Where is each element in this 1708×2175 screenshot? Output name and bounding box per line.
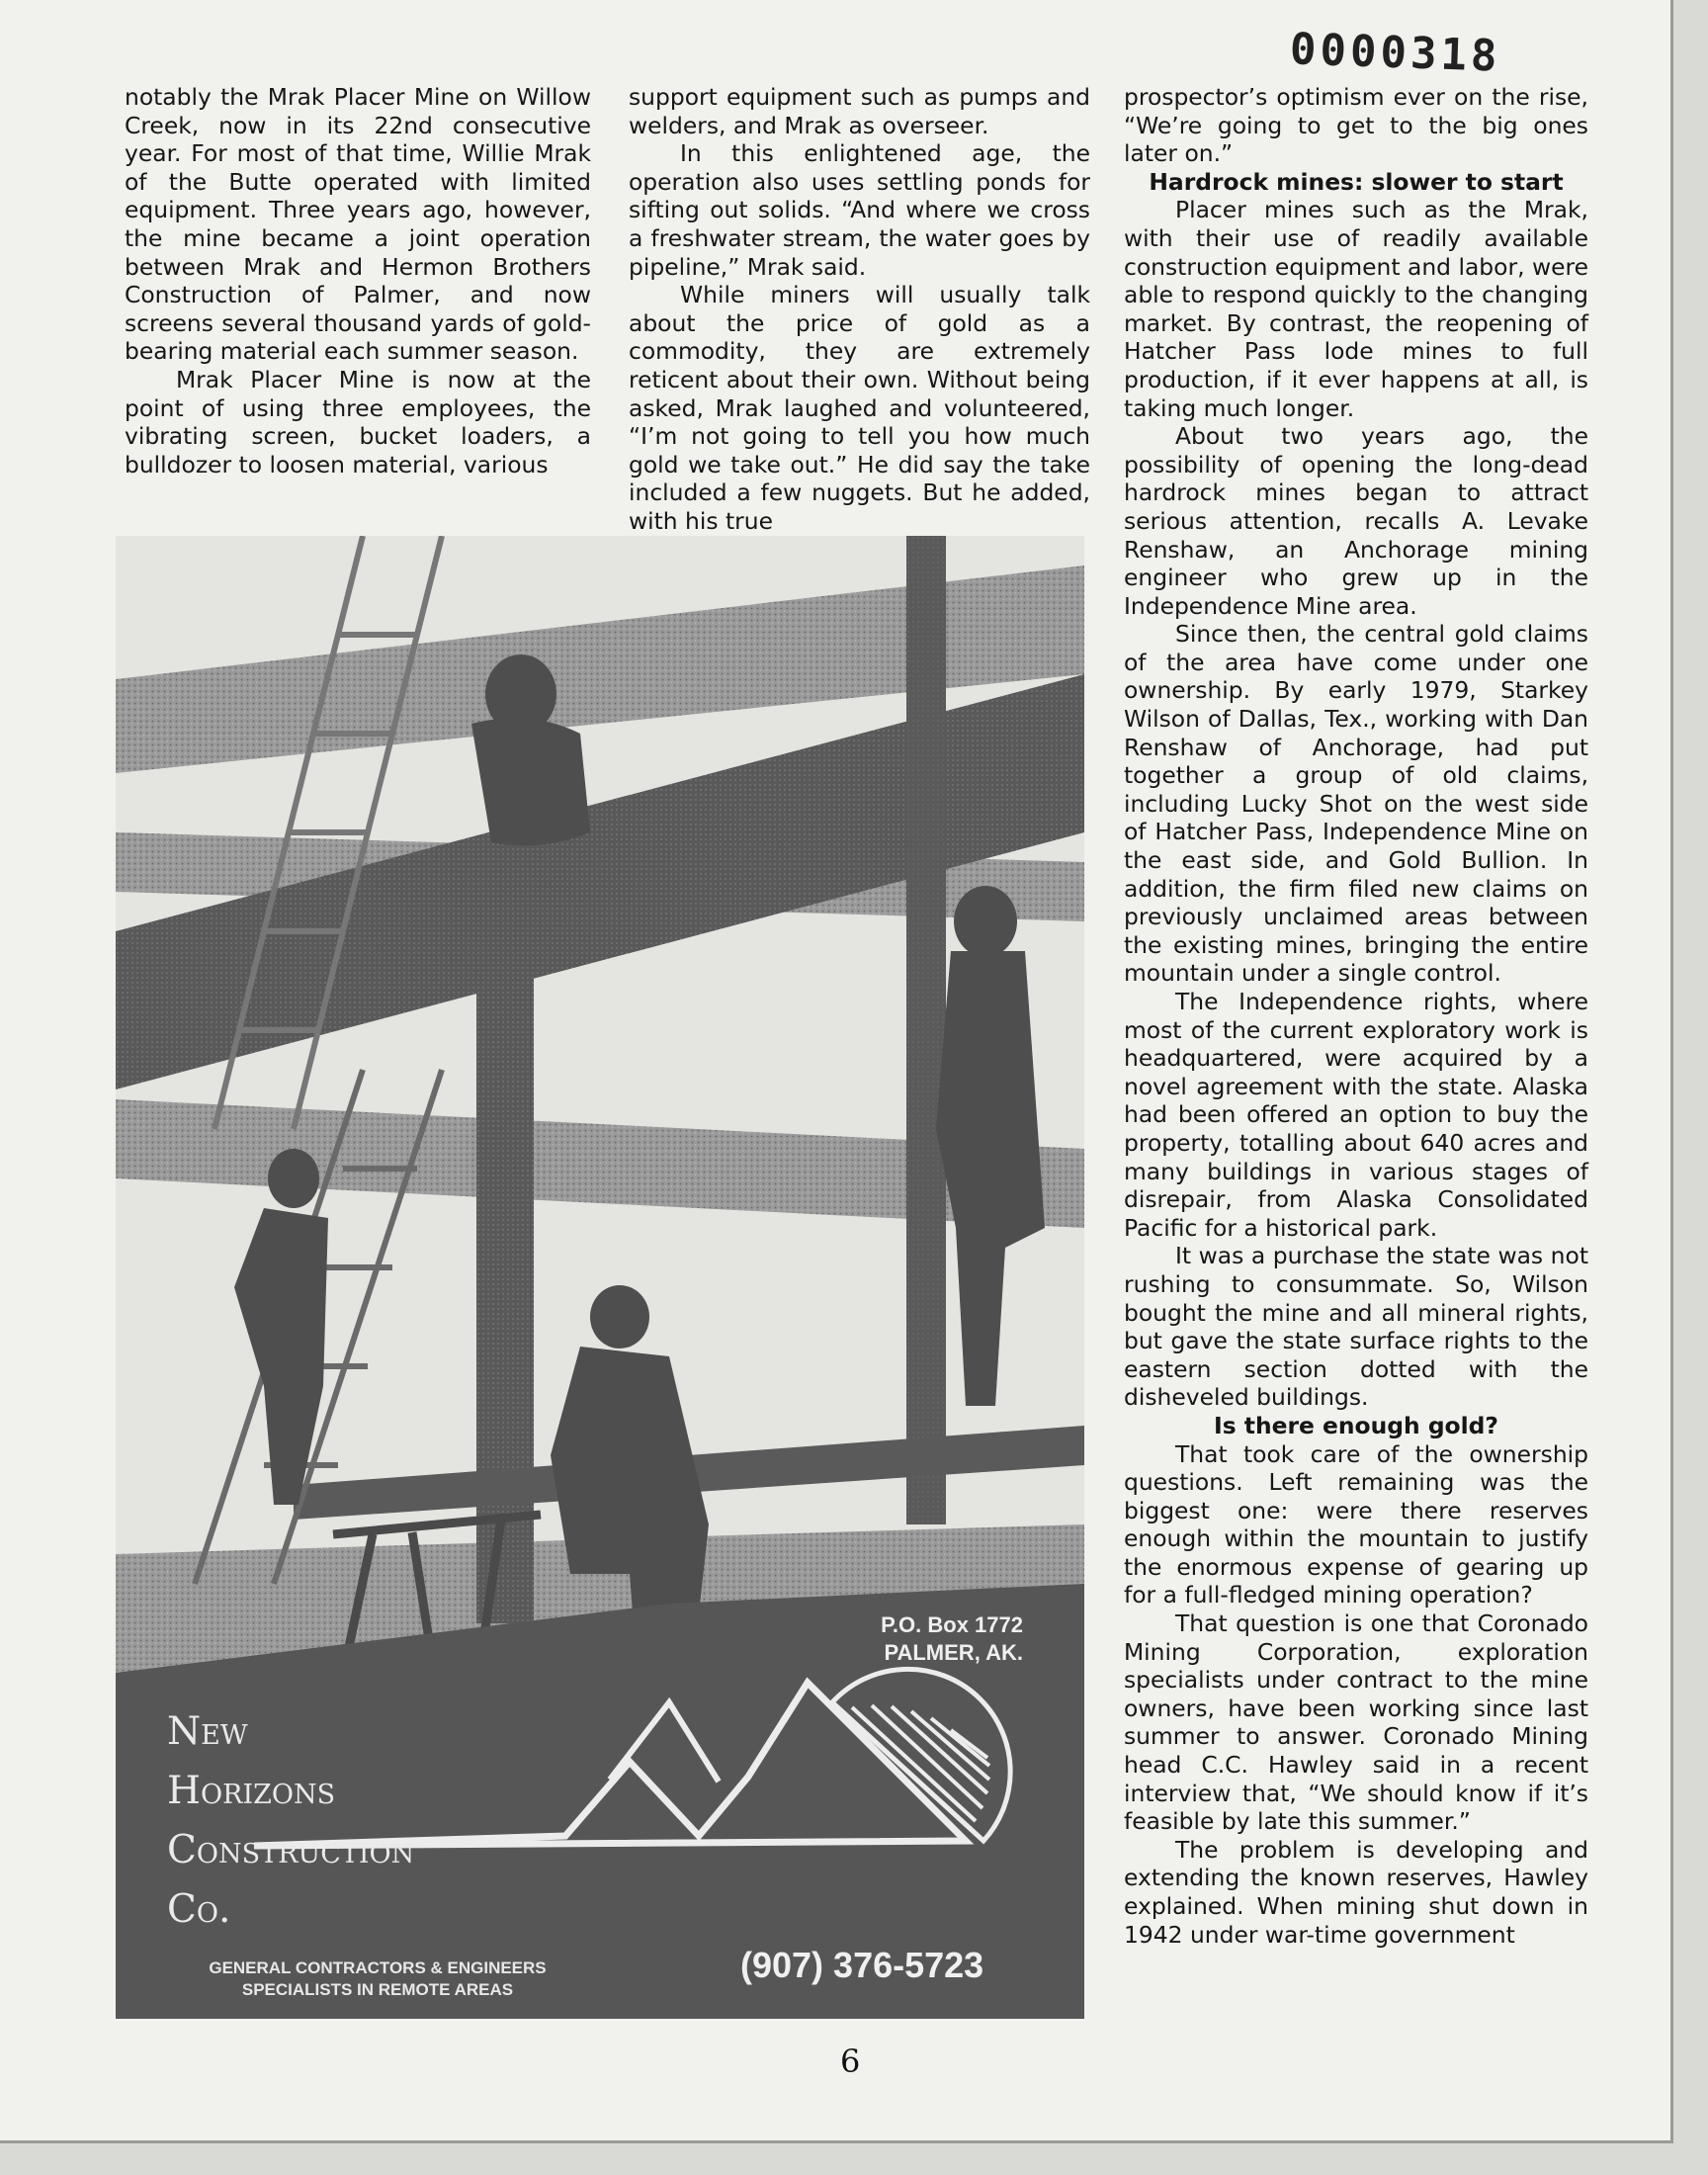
ad-po-line: P.O. Box 1772 [881,1612,1023,1637]
article-column-3 [1124,83,1588,1949]
paragraph: About two years ago, the possibility of opening the long-dead hardrock mines began to attract serious attention, recalls A. Levake Renshaw, an Anchorage mining engineer who grew up in the Independence Mine area. [1124,422,1588,620]
company-tagline [165,1958,590,2001]
tagline-line: GENERAL CONTRACTORS & ENGINEERS [209,1958,547,1977]
article-column-1 [125,83,591,478]
paragraph: The problem is developing and extending the known reserves, Hawley explained. When mining shut down in 1942 under war-time government [1124,1835,1588,1949]
company-name-line: New [167,1709,248,1754]
paragraph: prospector’s optimism ever on the rise, “We’re going to get to the big ones later on.” [1124,83,1588,168]
section-heading: Is there enough gold? [1214,1411,1498,1439]
paragraph: While miners will usually talk about the price of gold as a commodity, they are extremely reticent about their own. Without being asked, Mrak laughed and volunteered, “I’m not going to tell you how much gold we take out.” He did say the take included a few nuggets. But he added, with his true [629,281,1090,535]
paragraph: notably the Mrak Placer Mine on Willow Creek, now in its 22nd consecutive year. For most of that time, Willie Mrak of the Butte operated with limited equipment. Three years ago, however, the mine became a joint operation between Mrak and Hermon Brothers Construction of Palmer, and now screens several thousand yards of gold-bearing material each summer season. [125,83,591,366]
section-heading: Hardrock mines: slower to start [1149,167,1564,196]
paragraph: That question is one that Coronado Mining Corporation, exploration specialists under contract to the mine owners, have been working since last summer to answer. Coronado Mining head C.C. Hawley said in a recent interview that, “We should know if it’s feasible by late this summer.” [1124,1610,1588,1836]
company-name [167,1702,414,1940]
ad-po-box [881,1611,1023,1667]
paragraph: It was a purchase the state was not rushing to consummate. So, Wilson bought the mine and all mineral rights, but gave the state surface rights to the eastern section dotted with the disheveled buildings. [1124,1242,1588,1412]
paragraph: Since then, the central gold claims of the area have come under one ownership. By early 1979, Starkey Wilson of Dallas, Tex., working with Dan Renshaw of Anchorage, had put together a group of old claims, including Lucky Shot on the west side of Hatcher Pass, Independence Mine on the east side, and Gold Bullion. In addition, the firm filed new claims on previously unclaimed areas between the existing mines, bringing the entire mountain under a single control. [1124,620,1588,988]
article-column-2 [629,83,1090,536]
company-name-line: Co. [167,1887,231,1932]
paragraph: support equipment such as pumps and welders, and Mrak as overseer. [629,83,1090,139]
paragraph: The Independence rights, where most of the current exploratory work is headquartered, were acquired by a novel agreement with the state. Alaska had been offered an option to buy the property, totalling about 640 acres and many buildings in various stages of disrepair, from Alaska Consolidated Pacific for a historical park. [1124,988,1588,1242]
paragraph: Mrak Placer Mine is now at the point of using three employees, the vibrating screen, bucket loaders, a bulldozer to loosen material, various [125,365,591,478]
ad-po-line: PALMER, AK. [884,1640,1023,1665]
page-number: 6 [840,2043,861,2080]
company-phone: (907) 376-5723 [740,1945,984,1985]
company-name-line: Construction [167,1828,415,1872]
advertisement [116,536,1084,2019]
paragraph: That took care of the ownership questions. Left remaining was the biggest one: were there reserves enough within the mountain to justify the enormous expense of gearing up for a full-fledged mining operation? [1124,1439,1588,1610]
company-name-line: Horizons [167,1769,336,1813]
paragraph: In this enlightened age, the operation also uses settling ponds for sifting out solids. “And where we cross a freshwater stream, the water goes by pipeline,” Mrak said. [629,139,1090,281]
paragraph: Placer mines such as the Mrak, with their use of readily available construction equipment and labor, were able to respond quickly to the changing market. By contrast, the reopening of Hatcher Pass lode mines to full production, if it ever happens at all, is taking much longer. [1124,196,1588,422]
document-stamp-number: 0000318 [1289,24,1502,82]
tagline-line: SPECIALISTS IN REMOTE AREAS [241,1980,514,1999]
